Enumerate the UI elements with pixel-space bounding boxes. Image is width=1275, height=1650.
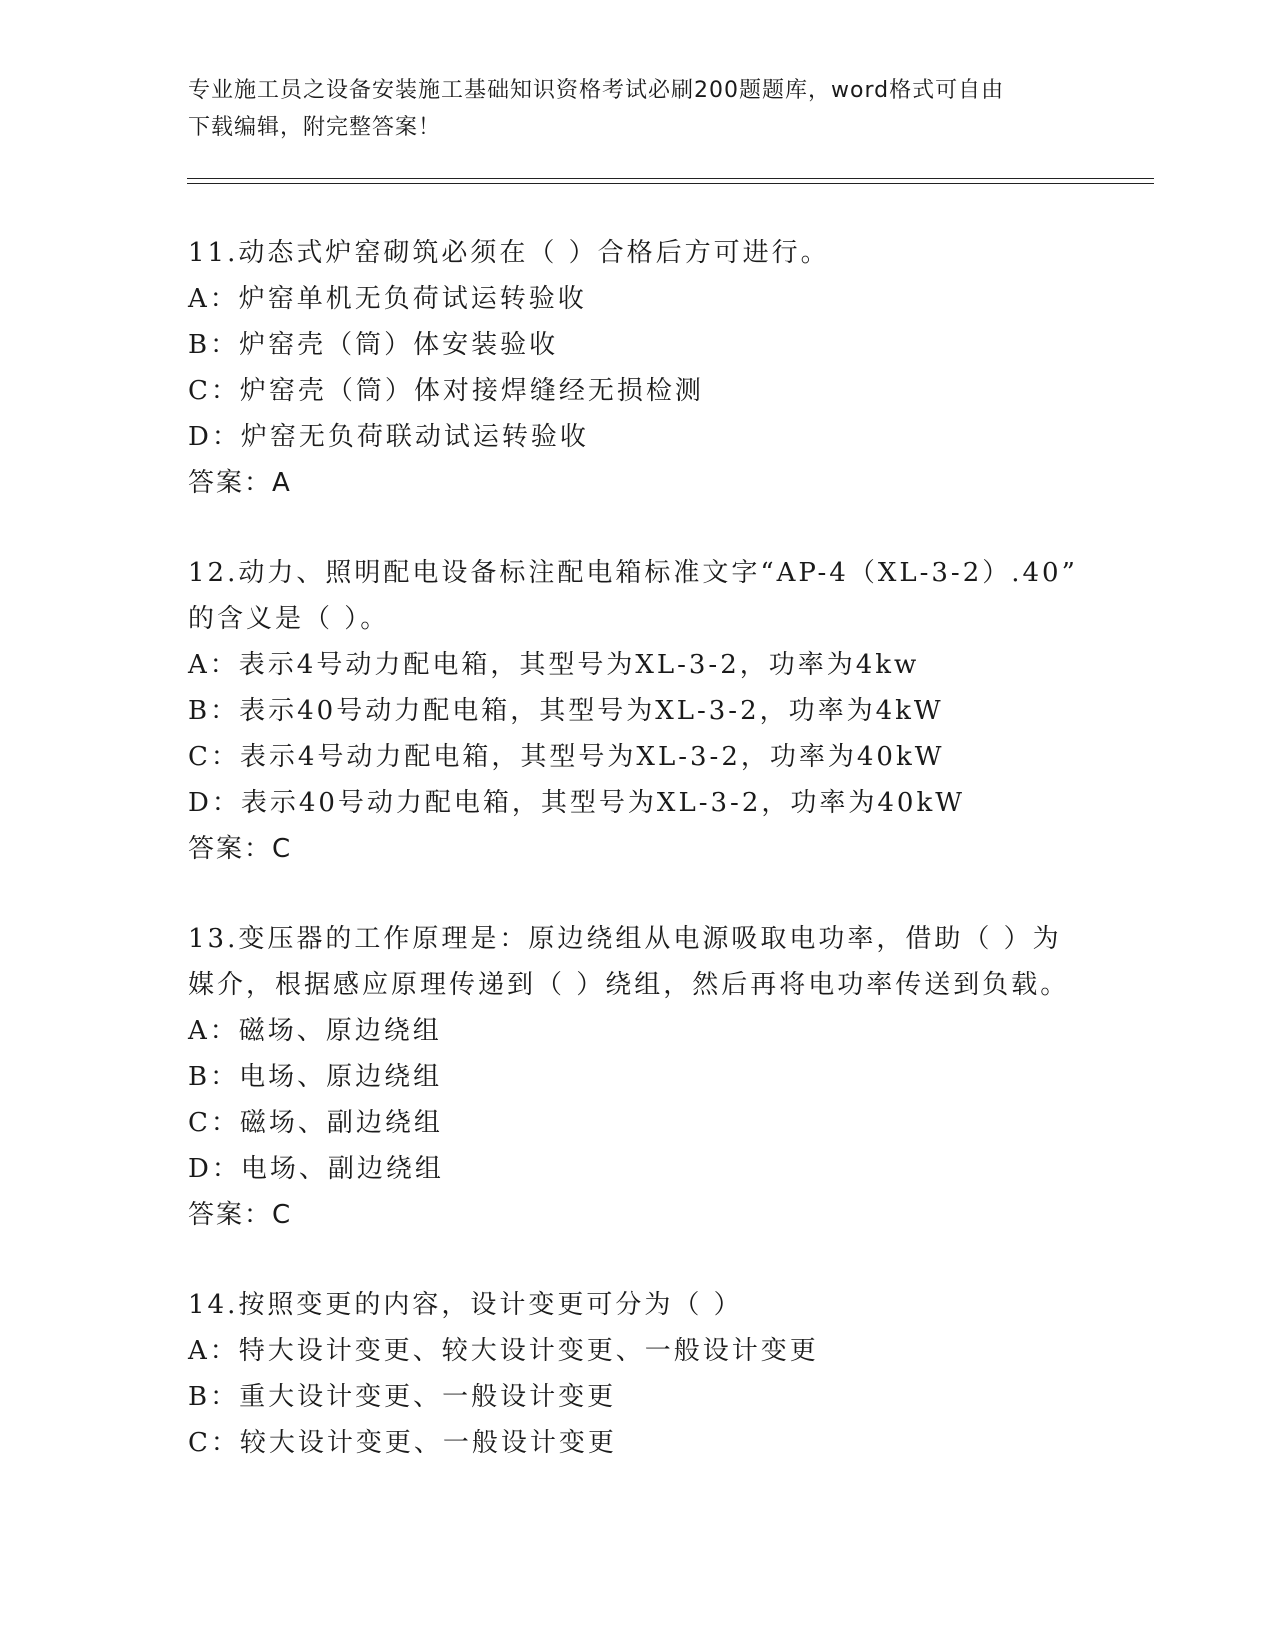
option-b: B：电场、原边绕组 [188, 1062, 443, 1092]
question-stem-continued: 媒介，根据感应原理传递到（ ）绕组，然后再将电功率传送到负载。 [188, 970, 1070, 1000]
question-11 [188, 230, 1148, 506]
header-divider-top [187, 178, 1154, 179]
header-line-2: 下载编辑，附完整答案！ [188, 115, 442, 140]
question-stem-continued: 的含义是（ ）。 [188, 604, 390, 634]
question-12 [188, 550, 1148, 872]
question-14 [188, 1282, 1148, 1466]
option-b: B：炉窑壳（筒）体安装验收 [188, 330, 559, 360]
option-c: C：磁场、副边绕组 [188, 1108, 443, 1138]
answer: 答案：A [188, 468, 292, 498]
document-header [188, 72, 1088, 146]
option-b: B：表示40号动力配电箱，其型号为XL-3-2，功率为4kW [188, 696, 944, 726]
option-a: A：特大设计变更、较大设计变更、一般设计变更 [188, 1336, 819, 1366]
option-a: A：炉窑单机无负荷试运转验收 [188, 284, 587, 314]
question-stem: 12.动力、照明配电设备标注配电箱标准文字“AP-4（XL-3-2）.40” [188, 558, 1078, 588]
option-a: A：表示4号动力配电箱，其型号为XL-3-2，功率为4kw [188, 650, 920, 680]
question-stem: 11.动态式炉窑砌筑必须在（ ）合格后方可进行。 [188, 238, 830, 268]
answer: 答案：C [188, 1200, 293, 1230]
question-list [188, 230, 1148, 1510]
header-line-1: 专业施工员之设备安装施工基础知识资格考试必刷200题题库，word格式可自由 [188, 78, 1005, 103]
option-d: D：表示40号动力配电箱，其型号为XL-3-2，功率为40kW [188, 788, 965, 818]
answer: 答案：C [188, 834, 293, 864]
question-stem: 14.按照变更的内容，设计变更可分为（ ） [188, 1290, 743, 1320]
question-13 [188, 916, 1148, 1238]
option-b: B：重大设计变更、一般设计变更 [188, 1382, 617, 1412]
header-divider-bottom [187, 183, 1154, 184]
option-c: C：较大设计变更、一般设计变更 [188, 1428, 617, 1458]
option-d: D：炉窑无负荷联动试运转验收 [188, 422, 589, 452]
option-c: C：表示4号动力配电箱，其型号为XL-3-2，功率为40kW [188, 742, 945, 772]
option-a: A：磁场、原边绕组 [188, 1016, 442, 1046]
option-d: D：电场、副边绕组 [188, 1154, 444, 1184]
question-stem: 13.变压器的工作原理是：原边绕组从电源吸取电功率，借助（ ）为 [188, 924, 1062, 954]
option-c: C：炉窑壳（筒）体对接焊缝经无损检测 [188, 376, 704, 406]
